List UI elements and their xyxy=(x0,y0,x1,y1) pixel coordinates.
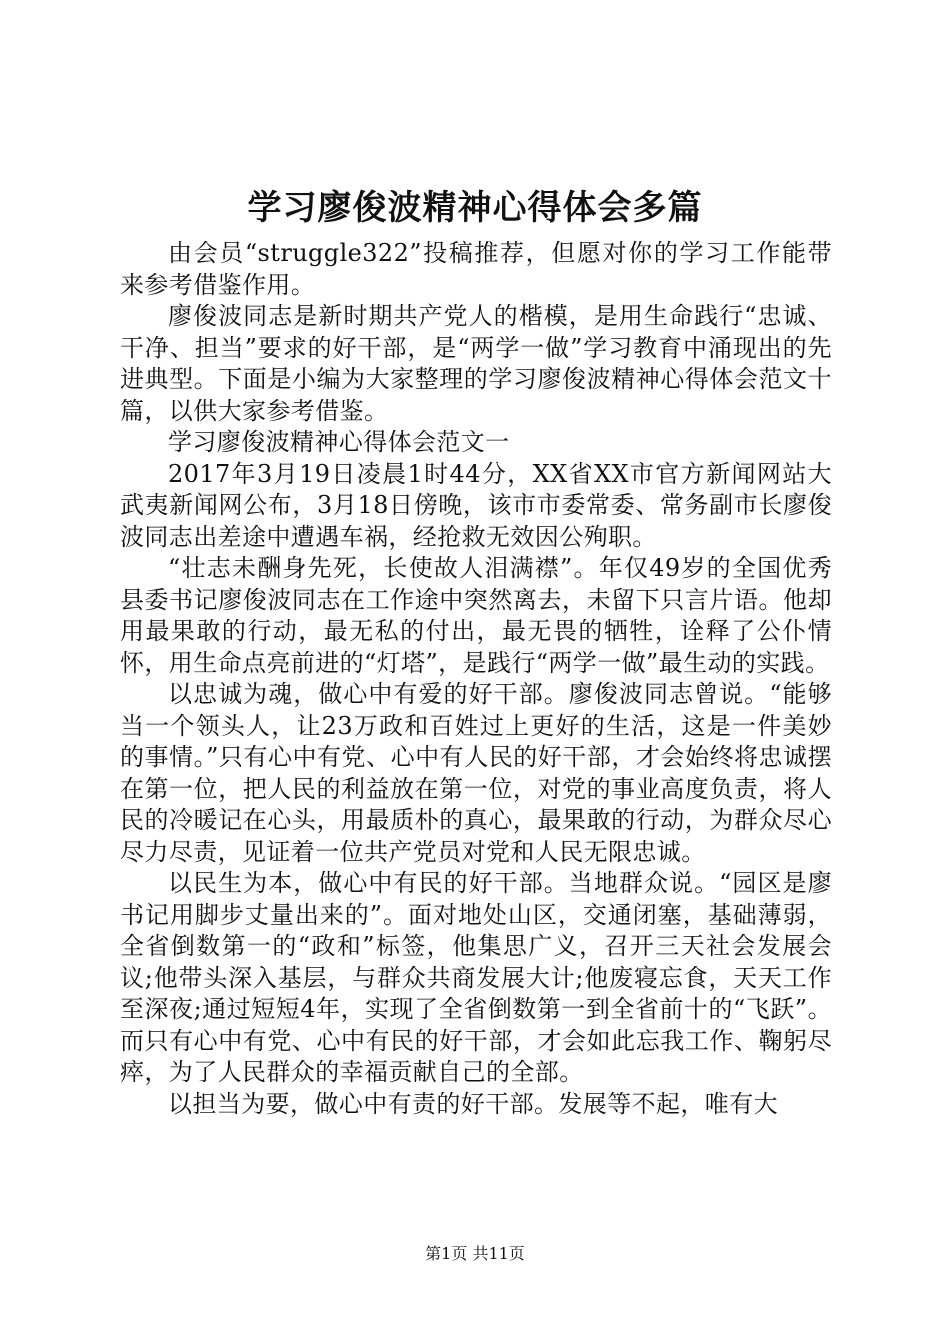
page-footer: 第1页 共11页 xyxy=(425,1244,525,1263)
paragraph: 廖俊波同志是新时期共产党人的楷模，是用生命践行“忠诚、干净、担当”要求的好干部，是“两学一做”学习教育中涌现出的先进典型。下面是小编为大家整理的学习廖俊波精神心得体会范文十篇，以供大家参考借鉴。 xyxy=(120,302,832,425)
section-heading: 学习廖俊波精神心得体会范文一 xyxy=(168,428,510,456)
paragraph: 由会员“struggle322”投稿推荐，但愿对你的学习工作能带来参考借鉴作用。 xyxy=(120,239,832,299)
paragraph: 以担当为要，做心中有责的好干部。发展等不起，唯有大 xyxy=(168,1089,778,1118)
paragraph: “壮志未酬身先死，长使故人泪满襟”。年仅49岁的全国优秀县委书记廖俊波同志在工作途中突然离去，未留下只言片语。他却用最果敢的行动，最无私的付出，最无畏的牺牲，诠释了公仆情怀，用生命点亮前进的“灯塔”，是践行“两学一做”最生动的实践。 xyxy=(120,554,832,677)
paragraph: 以民生为本，做心中有民的好干部。当地群众说。“园区是廖书记用脚步丈量出来的”。面对地处山区，交通闭塞，基础薄弱，全省倒数第一的“政和”标签，他集思广义，召开三天社会发展会议;他带头深入基层，与群众共商发展大计;他废寝忘食，天天工作至深夜;通过短短4年，实现了全省倒数第一到全省前十的“飞跃”。而只有心中有党、心中有民的好干部，才会如此忘我工作、鞠躬尽瘁，为了人民群众的幸福贡献自己的全部。 xyxy=(120,869,832,1086)
document-title: 学习廖俊波精神心得体会多篇 xyxy=(247,188,703,228)
paragraph: 以忠诚为魂，做心中有爱的好干部。廖俊波同志曾说。“能够当一个领头人，让23万政和百姓过上更好的生活，这是一件美妙的事情。”只有心中有党、心中有人民的好干部，才会始终将忠诚摆在第一位，把人民的利益放在第一位，对党的事业高度负责，将人民的冷暖记在心头，用最质朴的真心，最果敢的行动，为群众尽心尽力尽责，见证着一位共产党员对党和人民无限忠诚。 xyxy=(120,680,832,866)
document-body xyxy=(120,238,832,1120)
paragraph: 2017年3月19日凌晨1时44分，XX省XX市官方新闻网站大武夷新闻网公布，3月18日傍晚，该市市委常委、常务副市长廖俊波同志出差途中遭遇车祸，经抢救无效因公殉职。 xyxy=(120,459,832,551)
